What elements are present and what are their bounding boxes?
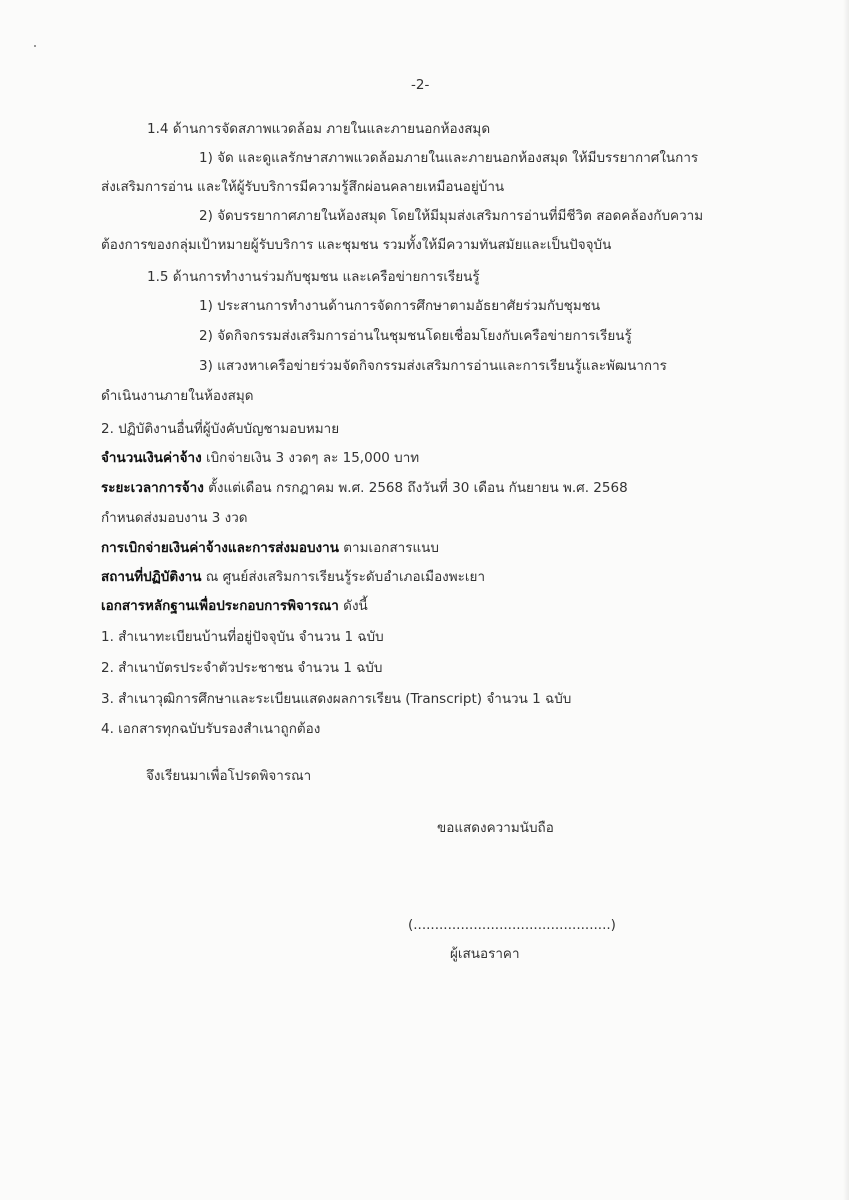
section-1-5-item3-line1: 3) แสวงหาเครือข่ายร่วมจัดกิจกรรมส่งเสริมการอ่านและการเรียนรู้และพัฒนาการ bbox=[199, 358, 667, 374]
document-item-1: 1. สำเนาทะเบียนบ้านที่อยู่ปัจจุบัน จำนวน 1 ฉบับ bbox=[101, 629, 384, 645]
disbursement-row bbox=[101, 539, 439, 557]
disbursement-value: ตามเอกสารแนบ bbox=[343, 540, 439, 556]
scan-edge-shadow bbox=[843, 0, 849, 1200]
workplace-row bbox=[101, 568, 485, 586]
regards-text: ขอแสดงความนับถือ bbox=[437, 820, 554, 836]
document-item-3: 3. สำเนาวุฒิการศึกษาและระเบียนแสดงผลการเรียน (Transcript) จำนวน 1 ฉบับ bbox=[101, 691, 572, 707]
scan-speck bbox=[34, 45, 36, 47]
section-1-5-heading: 1.5 ด้านการทำงานร่วมกับชุมชน และเครือข่ายการเรียนรู้ bbox=[147, 269, 480, 285]
documents-label: เอกสารหลักฐานเพื่อประกอบการพิจารณา bbox=[101, 598, 339, 614]
signer-title: ผู้เสนอราคา bbox=[450, 946, 520, 962]
workplace-label: สถานที่ปฏิบัติงาน bbox=[101, 569, 202, 585]
section-1-4-item1-line1: 1) จัด และดูแลรักษาสภาพแวดล้อมภายในและภายนอกห้องสมุด ให้มีบรรยากาศในการ bbox=[199, 150, 699, 166]
payment-value: เบิกจ่ายเงิน 3 งวดๆ ละ 15,000 บาท bbox=[205, 450, 420, 466]
section-1-5-item3-line2: ดำเนินงานภายในห้องสมุด bbox=[101, 388, 254, 404]
workplace-value: ณ ศูนย์ส่งเสริมการเรียนรู้ระดับอำเภอเมืองพะเยา bbox=[205, 569, 486, 585]
period-label: ระยะเวลาการจ้าง bbox=[101, 480, 204, 496]
closing-text: จึงเรียนมาเพื่อโปรดพิจารณา bbox=[146, 768, 312, 784]
section-2: 2. ปฏิบัติงานอื่นที่ผู้บังคับบัญชามอบหมาย bbox=[101, 421, 340, 437]
section-1-4-heading: 1.4 ด้านการจัดสภาพแวดล้อม ภายในและภายนอกห้องสมุด bbox=[147, 121, 491, 137]
document-item-2: 2. สำเนาบัตรประจำตัวประชาชน จำนวน 1 ฉบับ bbox=[101, 660, 383, 676]
signature-line: (..............................................) bbox=[408, 917, 616, 933]
documents-suffix: ดังนี้ bbox=[343, 598, 368, 614]
document-item-4: 4. เอกสารทุกฉบับรับรองสำเนาถูกต้อง bbox=[101, 721, 321, 737]
payment-label: จำนวนเงินค่าจ้าง bbox=[101, 450, 202, 466]
section-1-5-item1: 1) ประสานการทำงานด้านการจัดการศึกษาตามอัธยาศัยร่วมกับชุมชน bbox=[199, 298, 601, 314]
disbursement-label: การเบิกจ่ายเงินค่าจ้างและการส่งมอบงาน bbox=[101, 540, 339, 556]
delivery-installments: กำหนดส่งมอบงาน 3 งวด bbox=[101, 510, 248, 526]
section-1-4-item1-line2: ส่งเสริมการอ่าน และให้ผู้รับบริการมีความรู้สึกผ่อนคลายเหมือนอยู่บ้าน bbox=[101, 179, 505, 195]
section-1-4-item2-line2: ต้องการของกลุ่มเป้าหมายผู้รับบริการ และชุมชน รวมทั้งให้มีความทันสมัยและเป็นปัจจุบัน bbox=[101, 237, 612, 253]
page-number: -2- bbox=[411, 77, 430, 93]
payment-row bbox=[101, 449, 419, 467]
section-1-5-item2: 2) จัดกิจกรรมส่งเสริมการอ่านในชุมชนโดยเชื่อมโยงกับเครือข่ายการเรียนรู้ bbox=[199, 328, 632, 344]
period-row bbox=[101, 479, 628, 497]
documents-row bbox=[101, 597, 368, 615]
period-value: ตั้งแต่เดือน กรกฎาคม พ.ศ. 2568 ถึงวันที่ 30 เดือน กันยายน พ.ศ. 2568 bbox=[208, 480, 628, 496]
section-1-4-item2-line1: 2) จัดบรรยากาศภายในห้องสมุด โดยให้มีมุมส่งเสริมการอ่านที่มีชีวิต สอดคล้องกับความ bbox=[199, 208, 704, 224]
